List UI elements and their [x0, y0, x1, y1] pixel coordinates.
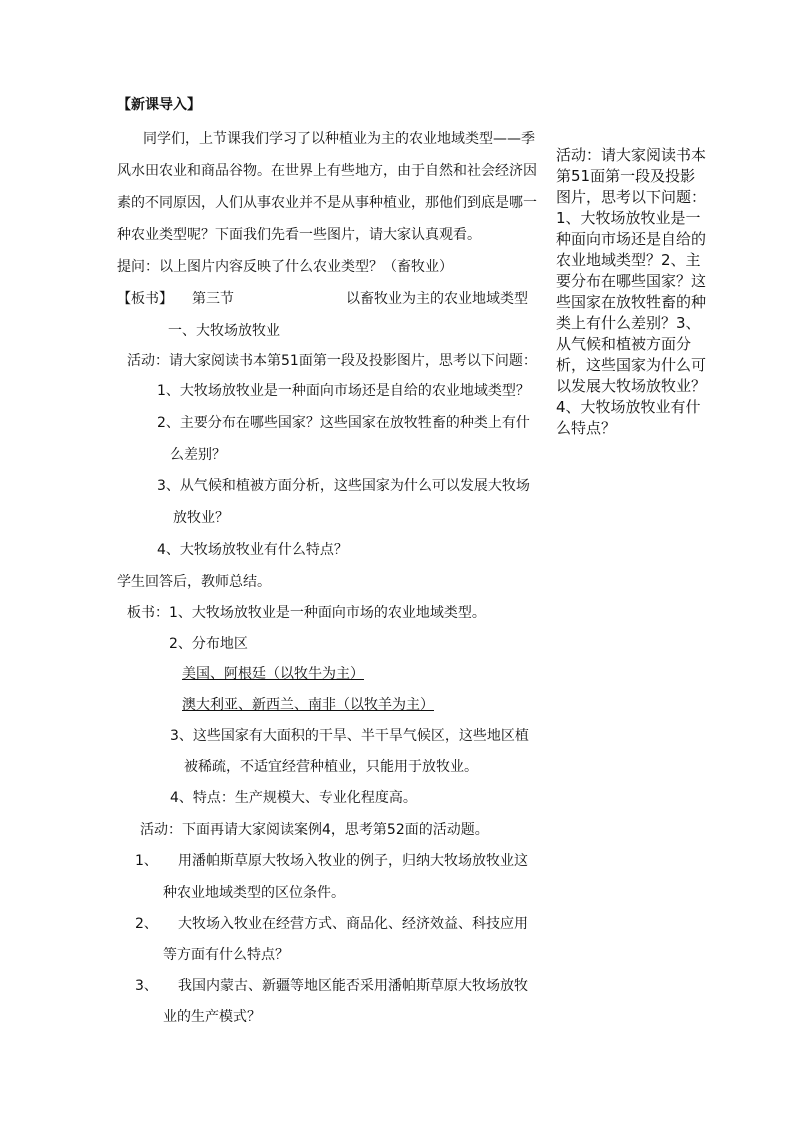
- sidebar-note: 活动：请大家阅读书本第51面第一段及投影图片，思考以下问题：1、大牧场放牧业是一种面向市场还是自给的农业地域类型？2、主要分布在哪些国家？这些国家在放牧牲畜的种类上有什么差别？3、从气候和植被方面分析，这些国家为什么可以发展大牧场放牧业？4、大牧场放牧业有什么特点？: [556, 146, 707, 437]
- question-line: 提问：以上图片内容反映了什么农业类型？（畜牧业）: [117, 259, 453, 275]
- activity2-item3-number: 3、: [135, 978, 158, 994]
- activity2-item2-line2: 等方面有什么特点？: [163, 947, 289, 963]
- activity2-item3-line2: 业的生产模式？: [163, 1009, 261, 1025]
- intro-line-4: 种农业类型呢？下面我们先看一些图片，请大家认真观看。: [117, 227, 481, 243]
- activity1-q1: 1、大牧场放牧业是一种面向市场还是自给的农业地域类型？: [157, 383, 530, 399]
- activity1-intro: 活动：请大家阅读书本第51面第一段及投影图片，思考以下问题：: [127, 353, 537, 369]
- activity2-item2-line1: 大牧场入牧业在经营方式、商品化、经济效益、科技应用: [178, 916, 528, 932]
- activity1-q2-line2: 么差别？: [170, 447, 226, 463]
- board2-region-oceania: 澳大利亚、新西兰、南非（以牧羊为主）: [182, 697, 434, 713]
- activity1-q4: 4、大牧场放牧业有什么特点？: [157, 542, 348, 558]
- activity2-item3-line1: 我国内蒙古、新疆等地区能否采用潘帕斯草原大牧场放牧: [178, 978, 528, 994]
- section-heading: 【新课导入】: [117, 97, 201, 113]
- board-section: 第三节: [192, 291, 234, 307]
- board-label: 【板书】: [117, 291, 173, 307]
- activity1-q3-line1: 3、从气候和植被方面分析，这些国家为什么可以发展大牧场: [157, 478, 530, 494]
- board2-region-americas: 美国、阿根廷（以牧牛为主）: [182, 666, 364, 682]
- activity1-q2-line1: 2、主要分布在哪些国家？这些国家在放牧牲畜的种类上有什: [157, 415, 530, 431]
- activity2-intro: 活动：下面再请大家阅读案例4，思考第52面的活动题。: [140, 822, 489, 838]
- intro-line-1: 同学们，上节课我们学习了以种植业为主的农业地域类型——季: [143, 131, 535, 147]
- activity1-q3-line2: 放牧业？: [173, 510, 229, 526]
- board2-point3-line2: 被稀疏，不适宜经营种植业，只能用于放牧业。: [184, 759, 478, 775]
- summary-line: 学生回答后，教师总结。: [117, 574, 271, 590]
- intro-line-3: 素的不同原因，人们从事农业并不是从事种植业，那他们到底是哪一: [117, 195, 537, 211]
- board-subheading: 一、大牧场放牧业: [168, 323, 280, 339]
- activity2-item1-line2: 种农业地域类型的区位条件。: [163, 885, 345, 901]
- board2-point1: 板书：1、大牧场放牧业是一种面向市场的农业地域类型。: [127, 605, 486, 621]
- activity2-item1-line1: 用潘帕斯草原大牧场入牧业的例子，归纳大牧场放牧业这: [178, 853, 528, 869]
- board-title: 以畜牧业为主的农业地域类型: [346, 291, 528, 307]
- activity2-item2-number: 2、: [135, 916, 158, 932]
- activity2-item1-number: 1、: [135, 853, 158, 869]
- intro-line-2: 风水田农业和商品谷物。在世界上有些地方，由于自然和社会经济因: [117, 163, 537, 179]
- board2-point4: 4、特点：生产规模大、专业化程度高。: [170, 790, 417, 806]
- board2-point3-line1: 3、这些国家有大面积的干旱、半干旱气候区，这些地区植: [170, 728, 529, 744]
- board2-point2: 2、分布地区: [169, 636, 248, 652]
